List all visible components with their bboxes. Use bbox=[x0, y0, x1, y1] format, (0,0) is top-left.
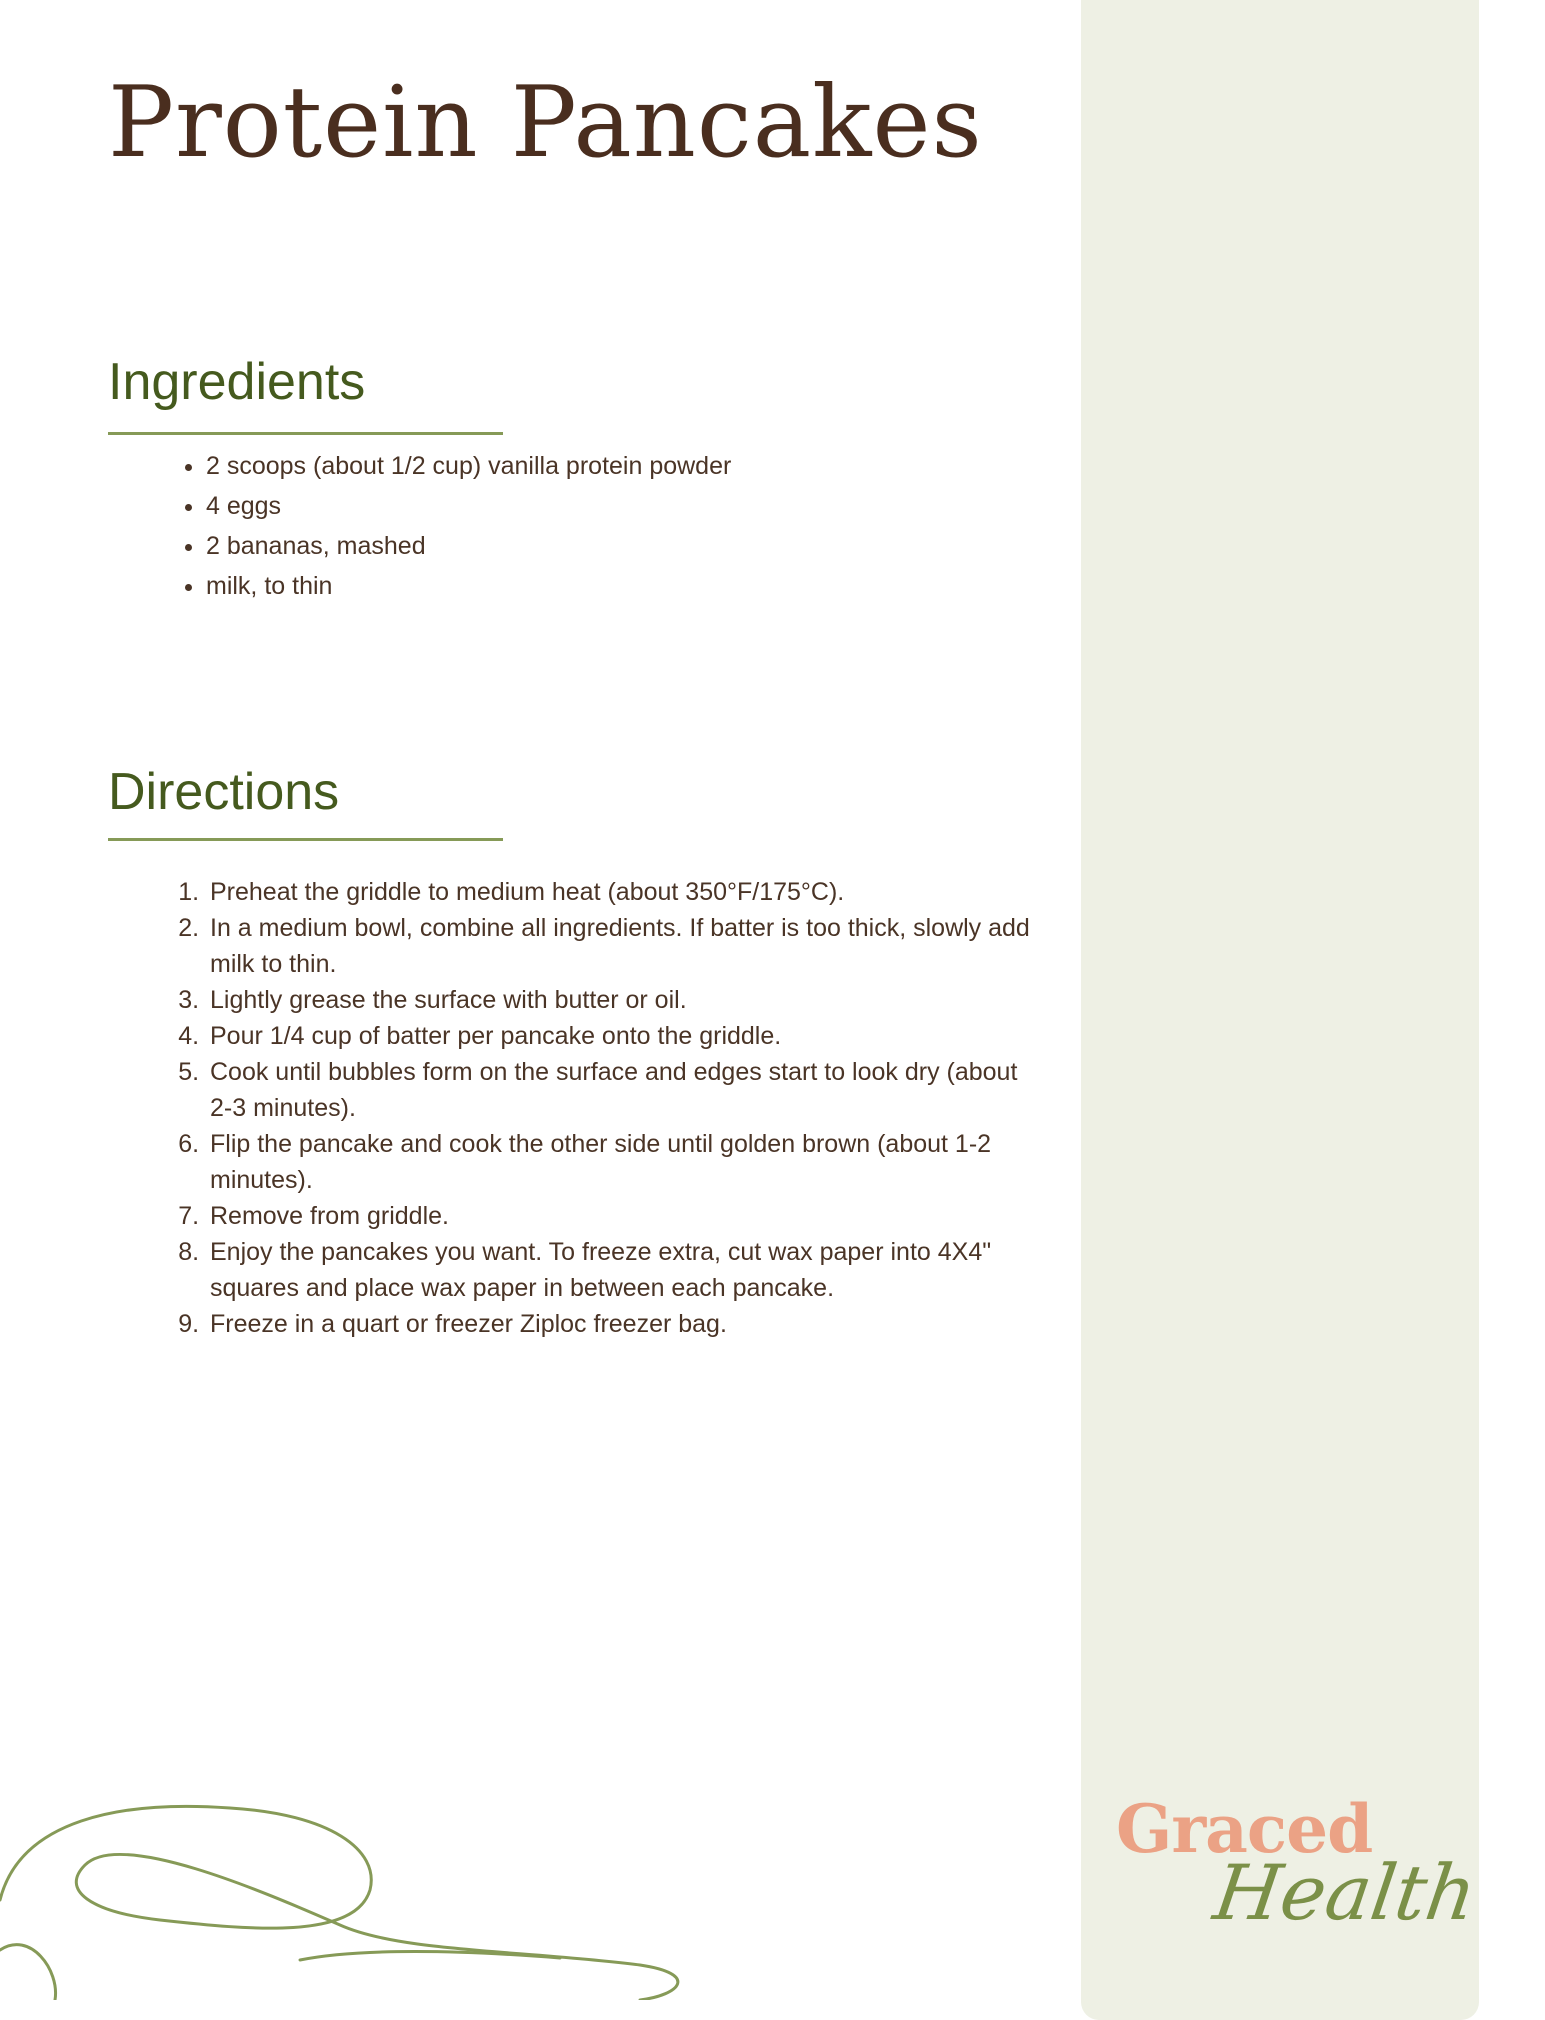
scribble-line-decoration-icon bbox=[0, 1780, 720, 2000]
direction-step: 3. Lightly grease the surface with butter or oil. bbox=[206, 982, 1046, 1018]
ingredient-item: • 2 bananas, mashed bbox=[206, 526, 746, 566]
ingredient-item: • milk, to thin bbox=[206, 566, 746, 606]
logo-health-text: Health bbox=[1208, 1848, 1482, 1937]
direction-step: 8. Enjoy the pancakes you want. To freeze extra, cut wax paper into 4X4" squares and place wax paper in between each pancake. bbox=[206, 1234, 1046, 1306]
direction-step: 6. Flip the pancake and cook the other side until golden brown (about 1-2 minutes). bbox=[206, 1126, 1046, 1198]
logo-graced-text: Graced bbox=[1116, 1790, 1373, 1868]
direction-step: 4. Pour 1/4 cup of batter per pancake onto the griddle. bbox=[206, 1018, 1046, 1054]
direction-step: 2. In a medium bowl, combine all ingredients. If batter is too thick, slowly add milk to thin. bbox=[206, 910, 1046, 982]
ingredient-item: • 2 scoops (about 1/2 cup) vanilla protein powder bbox=[206, 446, 746, 486]
direction-step: 1. Preheat the griddle to medium heat (about 350°F/175°C). bbox=[206, 874, 1046, 910]
ingredients-heading: Ingredients bbox=[108, 353, 366, 411]
graced-health-logo bbox=[1110, 1790, 1482, 1960]
side-panel bbox=[1081, 0, 1479, 2020]
directions-list bbox=[176, 874, 1046, 1342]
ingredient-item: • 4 eggs bbox=[206, 486, 746, 526]
directions-heading: Directions bbox=[108, 763, 340, 821]
directions-divider bbox=[108, 838, 503, 841]
direction-step: 9. Freeze in a quart or freezer Ziploc freezer bag. bbox=[206, 1306, 1046, 1342]
page-title: Protein Pancakes bbox=[108, 66, 983, 180]
direction-step: 5. Cook until bubbles form on the surface and edges start to look dry (about 2-3 minutes). bbox=[206, 1054, 1046, 1126]
ingredients-list bbox=[176, 446, 746, 606]
ingredients-divider bbox=[108, 432, 503, 435]
direction-step: 7. Remove from griddle. bbox=[206, 1198, 1046, 1234]
